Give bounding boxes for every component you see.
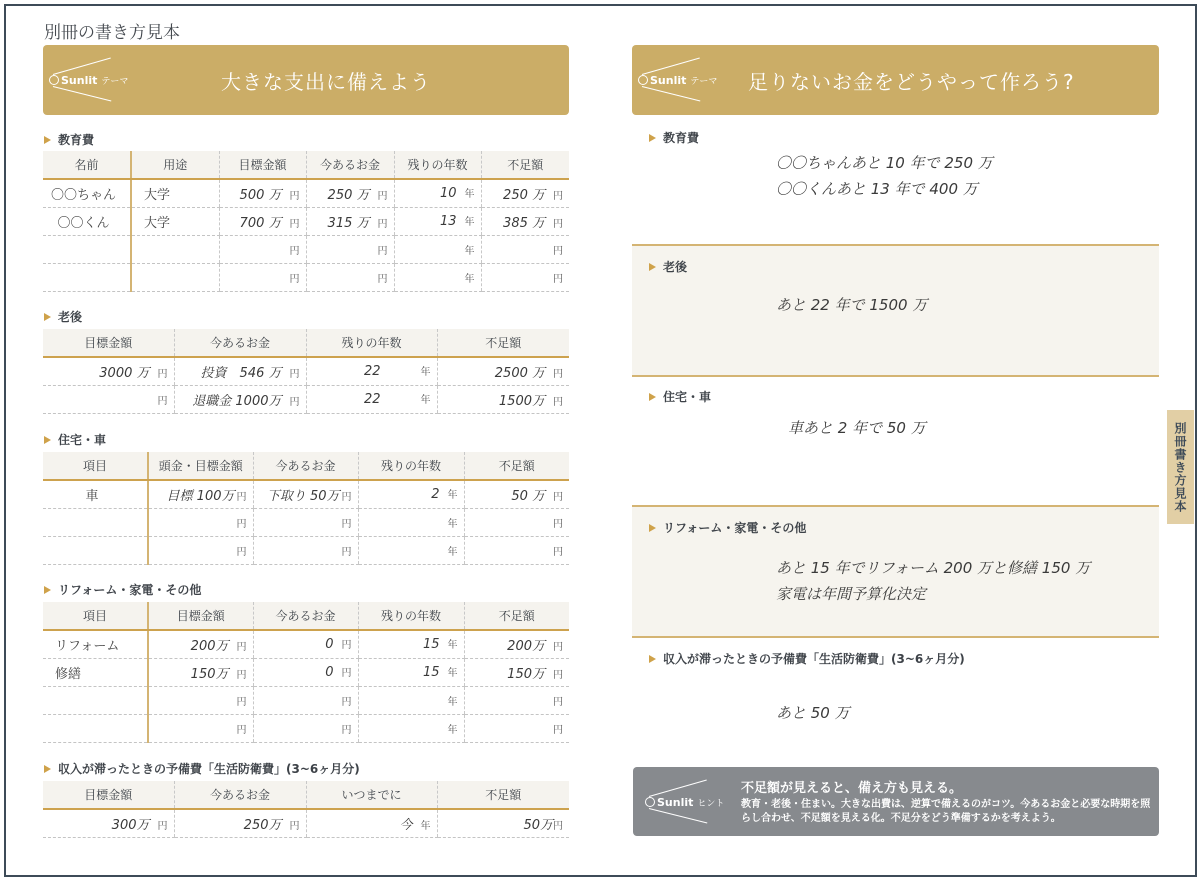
side-index-tab[interactable]: 別冊書き方見本 <box>1167 410 1194 524</box>
cell-name[interactable]: 〇〇ちゃん <box>43 179 131 207</box>
logo-ray-icon <box>53 57 111 74</box>
unit: 円 <box>553 273 563 285</box>
column-header: 目標金額 <box>43 781 174 809</box>
table-row <box>43 480 569 508</box>
cell-years[interactable] <box>358 658 464 686</box>
cell-years[interactable] <box>358 480 464 508</box>
value: 2500 万 <box>494 365 545 381</box>
value: 投資 546 万 <box>200 365 282 381</box>
unit: 円 <box>553 518 563 530</box>
cell-target[interactable] <box>148 686 253 714</box>
cell-current[interactable] <box>306 235 394 263</box>
label-text: 収入が滞ったときの予備費「生活防衛費」(3~6ヶ月分) <box>58 762 360 776</box>
cell-item[interactable]: リフォーム <box>43 630 148 658</box>
value: 250万 <box>243 817 282 833</box>
unit: 年 <box>447 518 458 530</box>
table-row <box>43 686 569 714</box>
value: 500 万 <box>239 187 282 203</box>
unit: 年 <box>420 820 431 832</box>
note-line: 車あと 2 年で 50 万 <box>788 419 926 437</box>
value: 1500万 <box>498 393 545 409</box>
cell-years[interactable] <box>358 686 464 714</box>
unit: 円 <box>553 218 563 230</box>
column-header: 目標金額 <box>148 602 253 630</box>
cell-current[interactable] <box>306 207 394 235</box>
value: 150万 <box>190 666 229 682</box>
cell-years[interactable] <box>306 385 437 413</box>
cell-years[interactable] <box>358 536 464 564</box>
cell-target[interactable] <box>148 536 253 564</box>
value: 2 <box>431 487 440 503</box>
logo-ray-icon <box>649 779 707 796</box>
value: 250 万 <box>503 187 545 203</box>
unit: 円 <box>289 820 300 832</box>
emergency-table <box>43 781 569 838</box>
cell-current[interactable] <box>253 536 358 564</box>
unit: 円 <box>553 724 563 736</box>
logo-brand: Sunlit <box>650 73 687 87</box>
table-row <box>43 714 569 742</box>
label-text: 老後 <box>663 260 688 274</box>
table-row <box>43 179 569 207</box>
banner-title: 大きな支出に備えよう <box>221 69 431 94</box>
value: 50万 <box>523 817 553 833</box>
hint-body: 教育・老後・住まい。大きな出費は、逆算で備えるのがコツ。今あるお金と必要な時期を照らし合わせ、不足額を見える化。不足分をどう準備するかを考えよう。 <box>741 799 1151 824</box>
sun-circle-icon <box>645 797 655 807</box>
label-text: 教育費 <box>58 133 95 147</box>
cell-shortfall[interactable] <box>437 385 569 413</box>
column-header: 不足額 <box>464 452 569 480</box>
value: 150万 <box>507 666 545 682</box>
label-text: 収入が滞ったときの予備費「生活防衛費」(3~6ヶ月分) <box>663 652 965 666</box>
unit: 円 <box>341 696 352 708</box>
cell-years[interactable] <box>358 630 464 658</box>
unit: 円 <box>236 669 247 681</box>
plan-note[interactable] <box>788 415 926 441</box>
cell-purpose[interactable] <box>131 235 219 263</box>
unit: 円 <box>377 190 388 202</box>
value: 退職金 1000万 <box>192 393 282 409</box>
label-text: 住宅・車 <box>58 433 107 447</box>
unit: 円 <box>236 724 247 736</box>
section-label <box>649 129 699 146</box>
cell-target[interactable] <box>219 179 306 207</box>
cell-current[interactable] <box>174 809 306 837</box>
cell-current[interactable] <box>253 658 358 686</box>
unit: 円 <box>341 640 352 652</box>
cell-shortfall[interactable] <box>464 508 569 536</box>
unit: 円 <box>157 820 168 832</box>
table-header-row <box>43 602 569 630</box>
cell-shortfall[interactable] <box>437 357 569 385</box>
column-header: 不足額 <box>437 329 569 357</box>
column-header: 名前 <box>43 151 131 179</box>
note-line: 〇〇くんあと 13 年で 400 万 <box>776 180 978 198</box>
unit: 年 <box>420 367 431 379</box>
logo-ray-icon <box>642 57 700 74</box>
column-header: 頭金・目標金額 <box>148 452 253 480</box>
unit: 円 <box>553 641 563 653</box>
cell-current[interactable] <box>174 385 306 413</box>
sunlit-logo <box>645 782 735 822</box>
column-header: 項目 <box>43 452 148 480</box>
value: 50 万 <box>511 488 545 504</box>
section-label <box>649 650 965 667</box>
unit: 円 <box>289 245 300 257</box>
unit: 年 <box>447 546 458 558</box>
hint-box <box>633 767 1159 836</box>
cell-target[interactable] <box>219 235 306 263</box>
unit: 円 <box>553 368 563 380</box>
unit: 円 <box>553 396 563 408</box>
cell-name[interactable]: 〇〇くん <box>43 207 131 235</box>
cell-shortfall[interactable] <box>464 714 569 742</box>
cell-shortfall[interactable] <box>464 658 569 686</box>
cell-target[interactable] <box>43 385 174 413</box>
housing-table <box>43 452 569 565</box>
cell-purpose[interactable]: 大学 <box>131 179 219 207</box>
plan-section-retirement <box>632 246 1159 377</box>
column-header: 不足額 <box>437 781 569 809</box>
cell-target[interactable] <box>219 207 306 235</box>
table-header-row <box>43 151 569 179</box>
triangle-bullet-icon <box>649 524 656 532</box>
value: 22 <box>363 364 381 380</box>
cell-shortfall[interactable] <box>464 480 569 508</box>
cell-target[interactable] <box>148 630 253 658</box>
unit: 円 <box>236 641 247 653</box>
value: 15 <box>422 665 440 680</box>
logo-ray-icon <box>53 86 111 101</box>
value: 200万 <box>190 638 229 654</box>
triangle-bullet-icon <box>44 313 51 321</box>
section-label <box>649 519 806 536</box>
cell-years[interactable] <box>394 179 481 207</box>
value: 3000 万 <box>99 365 150 381</box>
unit: 円 <box>377 245 388 257</box>
column-header: 今あるお金 <box>174 781 306 809</box>
cell-shortfall[interactable] <box>464 686 569 714</box>
unit: 年 <box>464 217 475 228</box>
value: 目標 100万 <box>166 488 235 504</box>
triangle-bullet-icon <box>649 655 656 663</box>
unit: 年 <box>420 395 431 406</box>
unit: 円 <box>341 491 352 503</box>
education-table <box>43 151 569 292</box>
unit: 円 <box>289 190 300 202</box>
section-label <box>649 258 687 275</box>
value: 315 万 <box>327 215 370 231</box>
note-line: あと 15 年でリフォーム 200 万と修繕 150 万 <box>776 559 1091 577</box>
unit: 年 <box>464 189 475 201</box>
right-theme-banner <box>632 45 1159 115</box>
column-header: 不足額 <box>464 602 569 630</box>
unit: 円 <box>553 245 563 257</box>
column-header: 目標金額 <box>43 329 174 357</box>
cell-shortfall[interactable] <box>464 536 569 564</box>
unit: 円 <box>236 546 247 558</box>
unit: 円 <box>553 190 563 202</box>
cell-name[interactable] <box>43 263 131 291</box>
table-row <box>43 536 569 564</box>
unit: 円 <box>236 696 247 708</box>
section-label-retirement <box>44 308 82 325</box>
value: 13 <box>439 214 457 229</box>
table-row <box>43 385 569 413</box>
cell-current[interactable] <box>306 179 394 207</box>
value: 下取り 50万 <box>266 488 340 504</box>
cell-current[interactable] <box>253 508 358 536</box>
unit: 円 <box>377 218 388 230</box>
logo-ray-icon <box>649 808 707 823</box>
column-header: 目標金額 <box>219 151 306 179</box>
unit: 円 <box>157 368 168 380</box>
cell-target[interactable] <box>219 263 306 291</box>
section-label-reform <box>44 581 201 598</box>
column-header: 残りの年数 <box>306 329 437 357</box>
unit: 円 <box>157 395 168 407</box>
cell-item[interactable]: 車 <box>43 480 148 508</box>
value: 22 <box>363 392 381 407</box>
unit: 年 <box>464 245 475 257</box>
cell-years[interactable] <box>358 714 464 742</box>
plan-section-education <box>632 121 1159 246</box>
sunlit-logo <box>638 60 728 100</box>
table-row <box>43 658 569 686</box>
table-row <box>43 357 569 385</box>
unit: 円 <box>341 518 352 530</box>
plan-note[interactable] <box>776 700 850 726</box>
unit: 円 <box>289 368 300 380</box>
value: 300万 <box>111 817 150 833</box>
table-header-row <box>43 781 569 809</box>
cell-item[interactable]: 修繕 <box>43 658 148 686</box>
cell-current[interactable] <box>174 357 306 385</box>
sunlit-logo <box>49 60 139 100</box>
unit: 円 <box>236 518 247 530</box>
unit: 年 <box>447 724 458 736</box>
sun-circle-icon <box>638 75 648 85</box>
page-title: 別冊の書き方見本 <box>44 23 180 43</box>
table-row <box>43 508 569 536</box>
column-header: 今あるお金 <box>253 602 358 630</box>
logo-kind: テーマ <box>690 76 718 87</box>
note-line: あと 50 万 <box>776 704 850 722</box>
triangle-bullet-icon <box>44 136 51 144</box>
cell-years[interactable] <box>394 263 481 291</box>
unit: 円 <box>377 273 388 285</box>
unit: 円 <box>553 696 563 708</box>
cell-target[interactable] <box>148 480 253 508</box>
unit: 年 <box>447 640 458 652</box>
label-text: 住宅・車 <box>663 390 712 404</box>
table-header-row <box>43 329 569 357</box>
unit: 年 <box>447 696 458 708</box>
value: 今 <box>399 817 413 833</box>
unit: 円 <box>553 491 563 503</box>
cell-current[interactable] <box>253 480 358 508</box>
cell-item[interactable] <box>43 536 148 564</box>
triangle-bullet-icon <box>649 134 656 142</box>
value: 250 万 <box>327 187 370 203</box>
cell-target[interactable] <box>148 508 253 536</box>
triangle-bullet-icon <box>44 765 51 773</box>
unit: 円 <box>341 724 352 736</box>
value: 0 <box>325 637 334 653</box>
label-text: 教育費 <box>663 131 700 145</box>
value: 10 <box>439 186 457 202</box>
cell-name[interactable] <box>43 235 131 263</box>
cell-shortfall[interactable] <box>437 809 569 837</box>
cell-target[interactable] <box>43 809 174 837</box>
cell-target[interactable] <box>148 714 253 742</box>
value: 200万 <box>507 638 545 654</box>
cell-deadline[interactable] <box>306 809 437 837</box>
triangle-bullet-icon <box>649 263 656 271</box>
cell-current[interactable] <box>253 630 358 658</box>
cell-item[interactable] <box>43 714 148 742</box>
cell-purpose[interactable] <box>131 263 219 291</box>
banner-title: 足りないお金をどうやって作ろう? <box>748 69 1075 94</box>
column-header: 項目 <box>43 602 148 630</box>
cell-purpose[interactable]: 大学 <box>131 207 219 235</box>
retirement-table <box>43 329 569 414</box>
logo-brand: Sunlit <box>657 795 694 809</box>
section-label-emergency <box>44 760 360 777</box>
unit: 円 <box>289 218 300 230</box>
section-label-housing <box>44 431 106 448</box>
column-header: 今あるお金 <box>253 452 358 480</box>
plan-note[interactable] <box>776 150 993 202</box>
cell-years[interactable] <box>306 357 437 385</box>
table-row <box>43 235 569 263</box>
label-text: リフォーム・家電・その他 <box>663 521 807 535</box>
table-row <box>43 207 569 235</box>
cell-years[interactable] <box>394 207 481 235</box>
column-header: 残りの年数 <box>358 452 464 480</box>
cell-shortfall[interactable] <box>481 207 569 235</box>
logo-brand: Sunlit <box>61 73 98 87</box>
cell-current[interactable] <box>253 714 358 742</box>
cell-shortfall[interactable] <box>481 179 569 207</box>
value: 15 <box>422 637 440 653</box>
unit: 円 <box>236 491 247 503</box>
table-row <box>43 263 569 291</box>
note-line: 家電は年間予算化決定 <box>776 585 927 603</box>
section-label-education <box>44 131 94 148</box>
column-header: いつまでに <box>306 781 437 809</box>
unit: 円 <box>289 396 300 408</box>
unit: 年 <box>464 273 475 285</box>
column-header: 残りの年数 <box>394 151 481 179</box>
unit: 円 <box>553 669 563 681</box>
table-header-row <box>43 452 569 480</box>
cell-shortfall[interactable] <box>481 235 569 263</box>
plan-note[interactable] <box>776 555 1090 607</box>
value: 385 万 <box>503 215 545 231</box>
cell-target[interactable] <box>148 658 253 686</box>
column-header: 今あるお金 <box>306 151 394 179</box>
table-row <box>43 630 569 658</box>
reform-table <box>43 602 569 743</box>
cell-shortfall[interactable] <box>464 630 569 658</box>
cell-years[interactable] <box>394 235 481 263</box>
label-text: 老後 <box>58 310 83 324</box>
column-header: 今あるお金 <box>174 329 306 357</box>
note-line: あと 22 年で 1500 万 <box>776 296 928 314</box>
cell-current[interactable] <box>306 263 394 291</box>
value: 700 万 <box>239 215 282 231</box>
triangle-bullet-icon <box>44 586 51 594</box>
unit: 円 <box>553 546 563 558</box>
cell-current[interactable] <box>253 686 358 714</box>
logo-ray-icon <box>642 86 700 101</box>
unit: 円 <box>553 820 563 832</box>
cell-item[interactable] <box>43 686 148 714</box>
unit: 円 <box>341 546 352 558</box>
triangle-bullet-icon <box>649 393 656 401</box>
section-label <box>649 388 711 405</box>
sun-circle-icon <box>49 75 59 85</box>
plan-note[interactable] <box>776 292 927 318</box>
cell-years[interactable] <box>358 508 464 536</box>
left-theme-banner <box>43 45 569 115</box>
logo-kind: テーマ <box>101 76 129 87</box>
column-header: 不足額 <box>481 151 569 179</box>
label-text: リフォーム・家電・その他 <box>58 583 202 597</box>
column-header: 残りの年数 <box>358 602 464 630</box>
plan-section-reform <box>632 507 1159 638</box>
unit: 円 <box>289 273 300 285</box>
unit: 年 <box>447 490 458 502</box>
triangle-bullet-icon <box>44 436 51 444</box>
unit: 円 <box>341 668 352 679</box>
logo-kind: ヒント <box>697 798 725 809</box>
column-header: 用途 <box>131 151 219 179</box>
cell-shortfall[interactable] <box>481 263 569 291</box>
value: 0 <box>325 665 334 680</box>
plan-section-housing <box>632 377 1159 507</box>
plan-section-emergency <box>632 638 1159 756</box>
hint-title: 不足額が見えると、備え方も見える。 <box>741 781 963 796</box>
table-row <box>43 809 569 837</box>
cell-item[interactable] <box>43 508 148 536</box>
unit: 年 <box>447 668 458 679</box>
cell-target[interactable] <box>43 357 174 385</box>
note-line: 〇〇ちゃんあと 10 年で 250 万 <box>776 154 993 172</box>
